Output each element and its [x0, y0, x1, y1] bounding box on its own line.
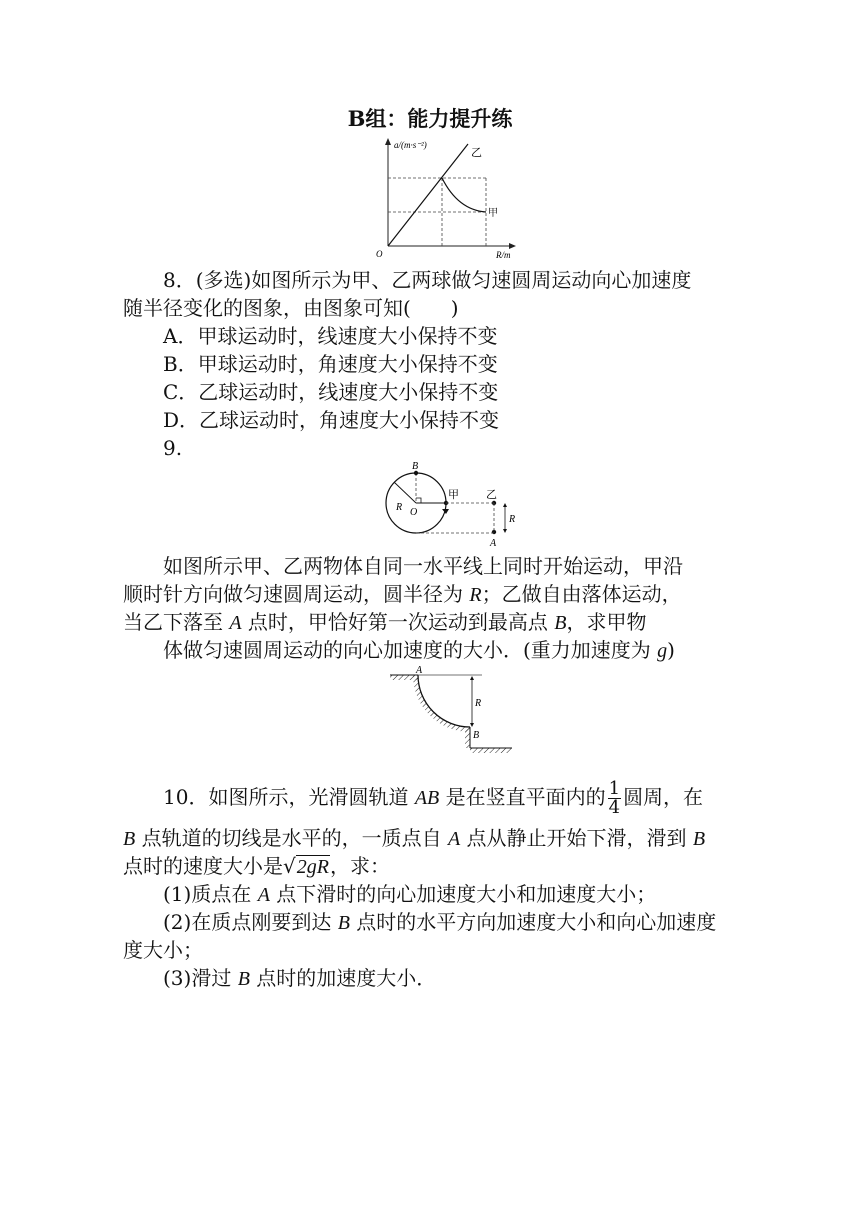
q8-option-d: D．乙球运动时，角速度大小保持不变 [163, 408, 500, 432]
label-r: R [475, 698, 482, 709]
q8-option-c: C．乙球运动时，线速度大小保持不变 [163, 380, 499, 404]
q8-stem-line1: 8．(多选)如图所示为甲、乙两球做匀速圆周运动向心加速度 [163, 268, 692, 292]
label-a: A [416, 665, 423, 676]
sqrt-expression: √2gR [283, 854, 329, 878]
section-title: B组：能力提升练 [347, 106, 513, 131]
q10-sub2-line1: (2)在质点刚要到达 B 点时的水平方向加速度大小和向心加速度 [163, 910, 717, 934]
q9-number: 9. [163, 436, 183, 460]
x-axis-label: R/m [496, 250, 511, 260]
label-o: O [410, 507, 418, 518]
label-b: B [473, 730, 480, 741]
label-r-drop: R [509, 514, 516, 525]
q10-sub1: (1)质点在 A 点下滑时的向心加速度大小和加速度大小； [163, 882, 657, 906]
label-a: A [490, 538, 497, 549]
q8-graph-figure [370, 136, 520, 262]
label-r-circle: R [396, 502, 403, 513]
curve-jia-label: 甲 [488, 208, 498, 219]
q9-stem-line4: 体做匀速圆周运动的向心加速度的大小．(重力加速度为 g) [163, 638, 675, 662]
x-axis-arrow-icon [509, 243, 516, 249]
q10-track-figure [386, 664, 516, 758]
line-yi-label: 乙 [471, 147, 482, 159]
y-axis-arrow-icon [385, 138, 391, 145]
q8-option-b: B．甲球运动时，角速度大小保持不变 [163, 352, 498, 376]
q10-sub3: (3)滑过 B 点时的加速度大小． [163, 966, 437, 990]
q10-stem-line3: 点时的速度大小是√2gR，求： [123, 852, 390, 881]
q9-circle-figure [376, 458, 536, 550]
q10-stem-line2: B 点轨道的切线是水平的，一质点自 A 点从静止开始下滑，滑到 B [123, 826, 706, 850]
clockwise-arrow-icon [442, 509, 449, 514]
q8-stem-line2: 随半径变化的图象，由图象可知( ) [123, 296, 459, 320]
quarter-fraction: $\frac{1}{4}$ [608, 778, 621, 818]
q9-stem-line3: 当乙下落至 A 点时，甲恰好第一次运动到最高点 B，求甲物 [123, 610, 647, 634]
curve-jia [442, 178, 486, 212]
label-jia: 甲 [448, 489, 459, 501]
label-b: B [412, 461, 419, 472]
quarter-circle-track [418, 675, 470, 727]
q10-stem-line1: 10．如图所示，光滑圆轨道 AB 是在竖直平面内的 $\frac{1}{4}$ 圆周，在 [163, 778, 704, 818]
y-axis-label: a/(m·s⁻²) [394, 140, 427, 150]
q10-sub2-line2: 度大小； [123, 938, 203, 962]
q8-option-a: A．甲球运动时，线速度大小保持不变 [163, 324, 498, 348]
label-yi: 乙 [486, 489, 497, 501]
q9-stem-line1: 如图所示甲、乙两物体自同一水平线上同时开始运动，甲沿 [163, 554, 683, 578]
origin-label: O [376, 249, 383, 259]
q9-stem-line2: 顺时针方向做匀速圆周运动，圆半径为 R；乙做自由落体运动， [123, 582, 682, 606]
line-yi [388, 144, 468, 246]
